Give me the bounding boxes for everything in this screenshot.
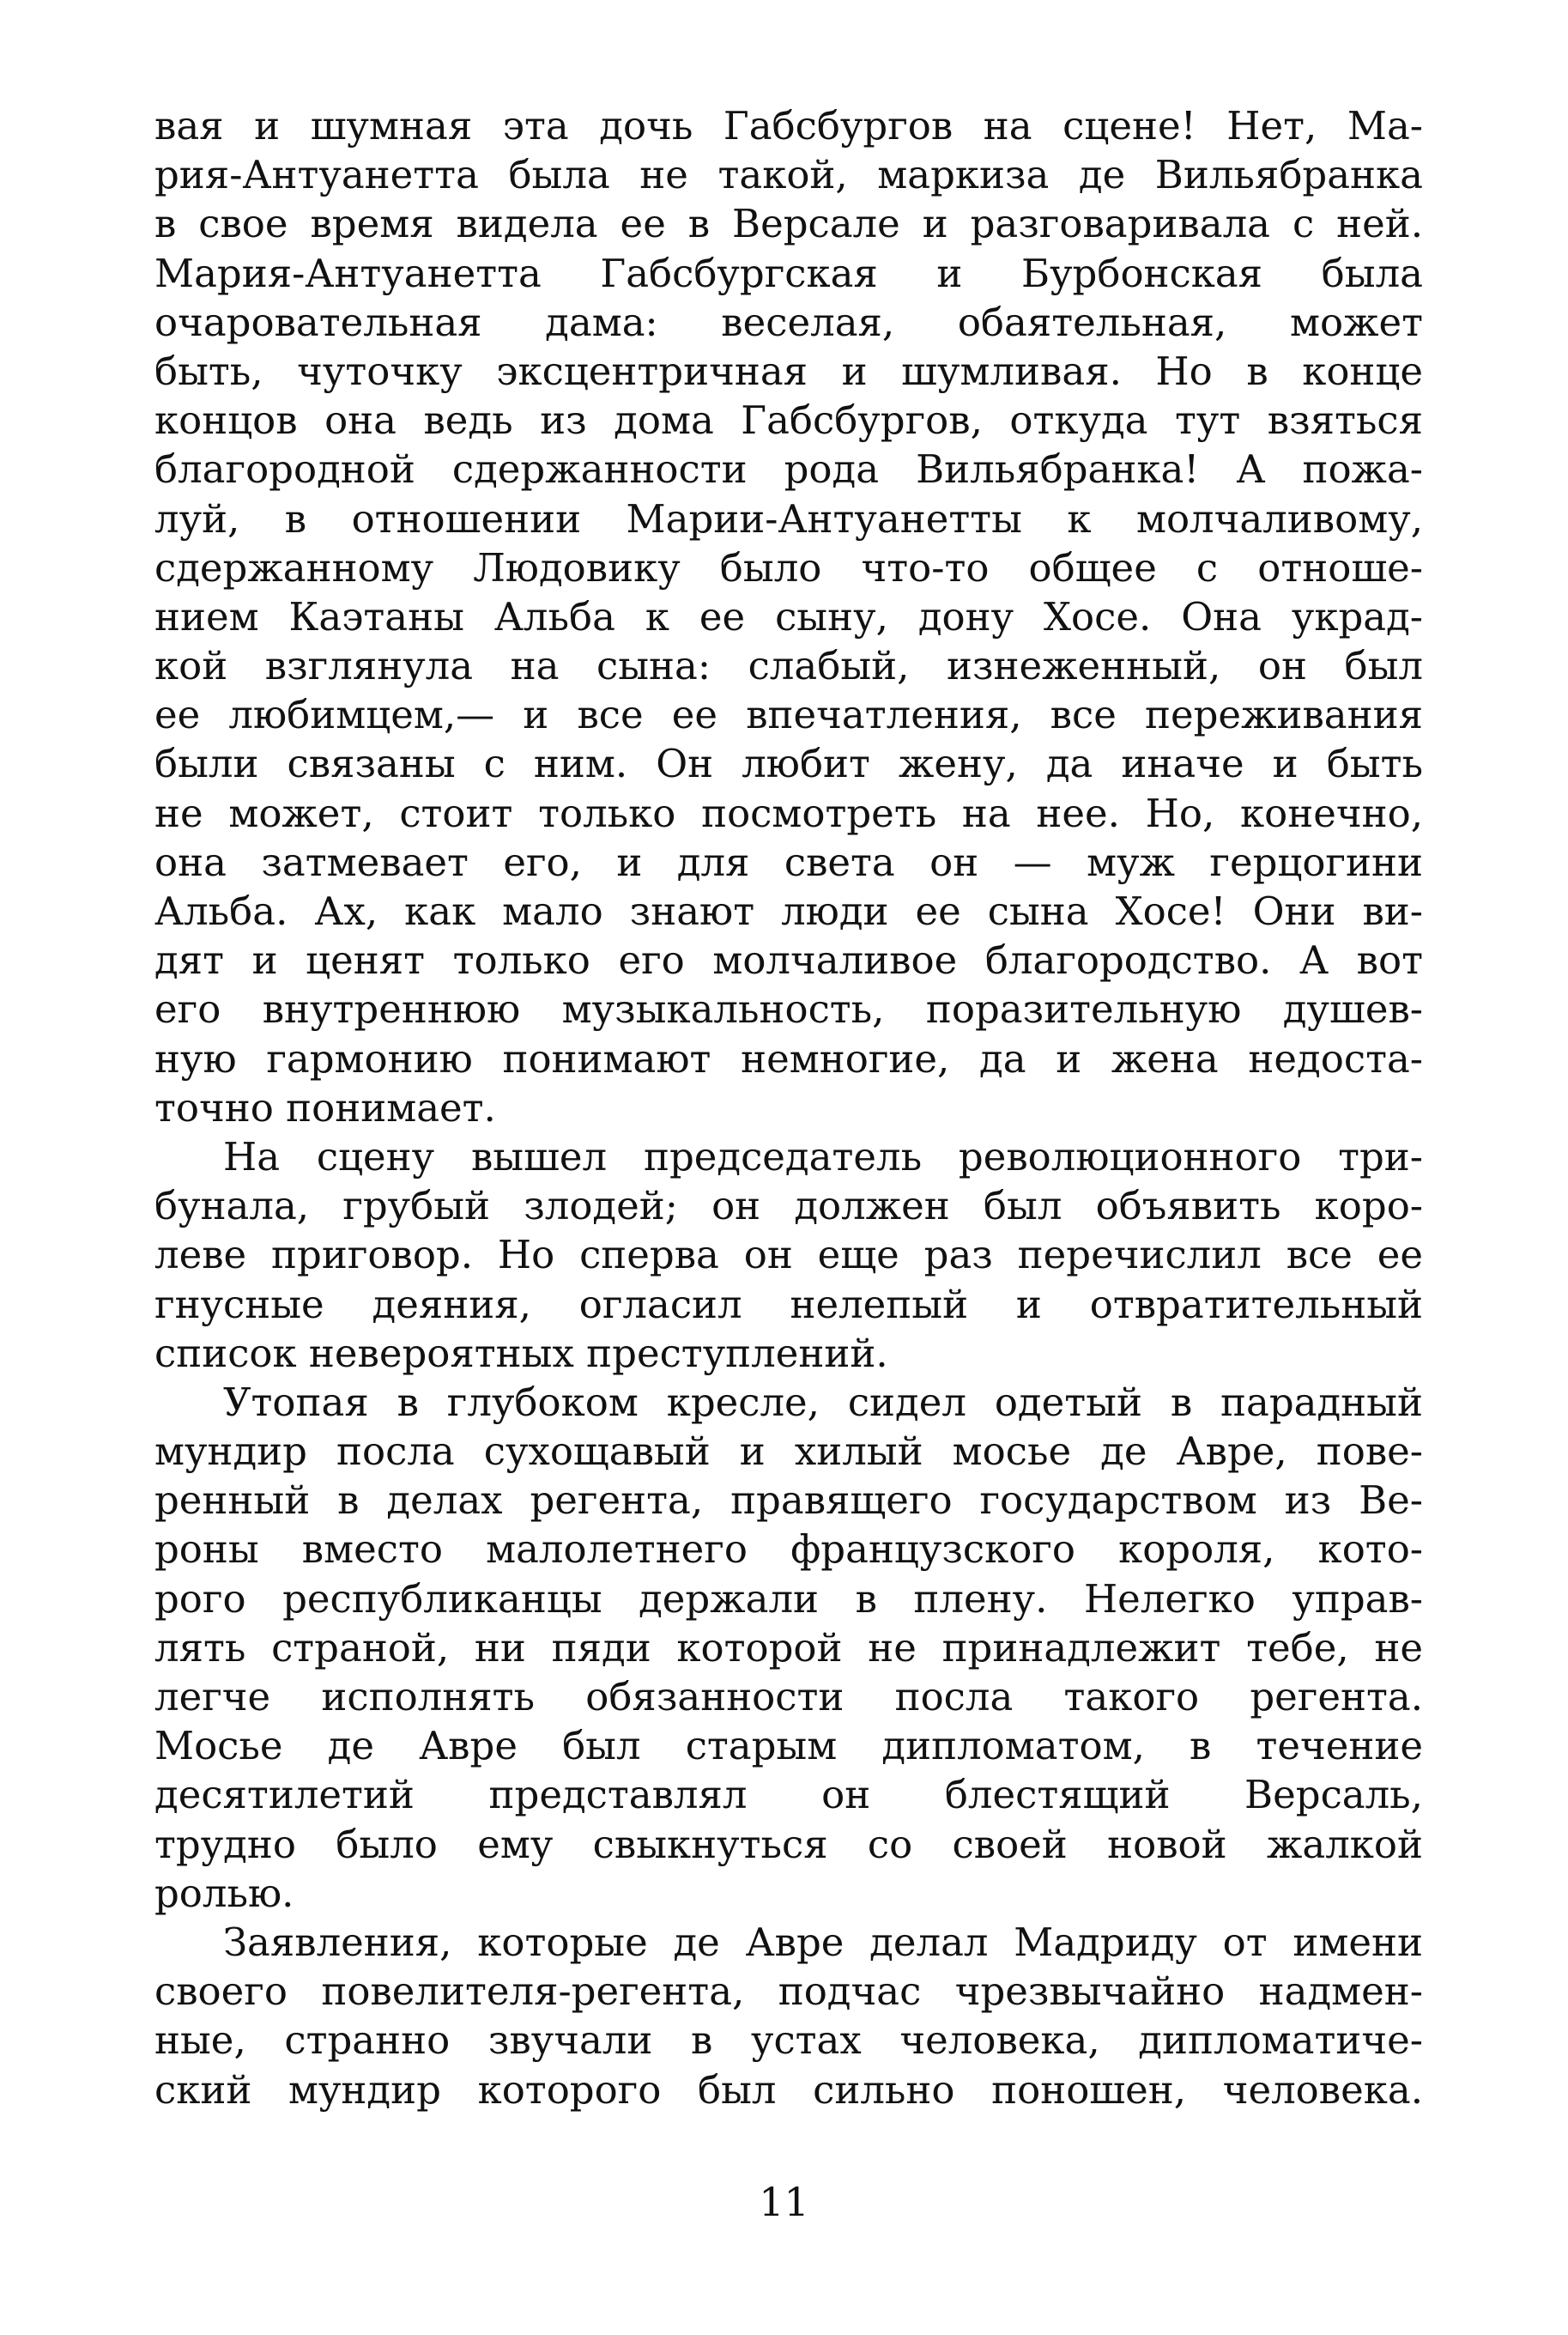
text-line: очаровательная дама: веселая, обаятельная, может <box>154 299 1423 345</box>
text-line: его внутреннюю музыкальность, поразительную душев- <box>154 986 1423 1033</box>
body-text <box>154 101 1423 2114</box>
page-number: 11 <box>759 2179 809 2225</box>
text-line: сдержанному Людовику было что-то общее с отноше- <box>154 544 1423 591</box>
text-line: она затмевает его, и для света он — муж герцогини <box>154 839 1423 885</box>
text-line: луй, в отношении Марии-Антуанетты к молчаливому, <box>154 495 1423 542</box>
text-line: рия-Антуанетта была не такой, маркиза де Вильябранка <box>154 152 1423 198</box>
text-line: десятилетий представлял он блестящий Версаль, <box>154 1772 1423 1818</box>
text-line: трудно было ему свыкнуться со своей новой жалкой <box>154 1821 1423 1867</box>
text-line: Заявления, которые де Авре делал Мадриду от имени <box>223 1919 1423 1965</box>
text-line: Альба. Ах, как мало знают люди ее сына Хосе! Они ви- <box>154 889 1423 934</box>
text-line: ролью. <box>154 1870 294 1916</box>
text-line: ную гармонию понимают немногие, да и жена недоста- <box>154 1035 1423 1082</box>
text-line: нием Каэтаны Альба к ее сыну, дону Хосе. Она украд- <box>154 593 1423 640</box>
text-line: точно понимает. <box>154 1084 496 1131</box>
text-line: рого республиканцы держали в плену. Нелегко управ- <box>154 1575 1423 1622</box>
text-line: дят и ценят только его молчаливое благородство. А вот <box>154 937 1423 984</box>
text-line: не может, стоит только посмотреть на нее. Но, конечно, <box>154 790 1423 836</box>
text-line: концов она ведь из дома Габсбургов, откуда тут взяться <box>154 397 1423 444</box>
text-line: кой взглянула на сына: слабый, изнеженный, он был <box>154 643 1423 689</box>
text-line: мундир посла сухощавый и хилый мосье де Авре, пове- <box>154 1428 1423 1475</box>
text-line: ее любимцем,— и все ее впечатления, все переживания <box>154 692 1423 738</box>
text-line: своего повелителя-регента, подчас чрезвычайно надмен- <box>154 1968 1423 2015</box>
text-line: бунала, грубый злодей; он должен был объявить коро- <box>154 1183 1423 1229</box>
text-line: были связаны с ним. Он любит жену, да иначе и быть <box>154 741 1423 787</box>
text-line: Утопая в глубоком кресле, сидел одетый в парадный <box>223 1379 1423 1425</box>
text-line: вая и шумная эта дочь Габсбургов на сцене! Нет, Ма- <box>154 103 1423 149</box>
text-line: Мосье де Авре был старым дипломатом, в течение <box>154 1723 1423 1769</box>
text-line: гнусные деяния, огласил нелепый и отвратительный <box>154 1281 1423 1327</box>
text-line: ренный в делах регента, правящего государством из Ве- <box>154 1477 1423 1524</box>
text-line: роны вместо малолетнего французского короля, кото- <box>154 1526 1423 1573</box>
text-line: легче исполнять обязанности посла такого регента. <box>154 1674 1423 1719</box>
text-line: в свое время видела ее в Версале и разговаривала с ней. <box>154 201 1423 247</box>
text-line: список невероятных преступлений. <box>154 1330 888 1376</box>
text-line: На сцену вышел председатель революционного три- <box>223 1133 1423 1180</box>
text-line: быть, чуточку эксцентричная и шумливая. Но в конце <box>154 348 1423 394</box>
text-line: леве приговор. Но сперва он еще раз перечислил все ее <box>154 1232 1423 1278</box>
text-line: ные, странно звучали в устах человека, дипломатиче- <box>154 2017 1423 2064</box>
text-line: ский мундир которого был сильно поношен, человека. <box>154 2066 1423 2113</box>
text-line: благородной сдержанности рода Вильябранка! А пожа- <box>154 446 1423 493</box>
text-line: лять страной, ни пяди которой не принадлежит тебе, не <box>154 1624 1423 1671</box>
text-line: Мария-Антуанетта Габсбургская и Бурбонская была <box>154 250 1423 296</box>
